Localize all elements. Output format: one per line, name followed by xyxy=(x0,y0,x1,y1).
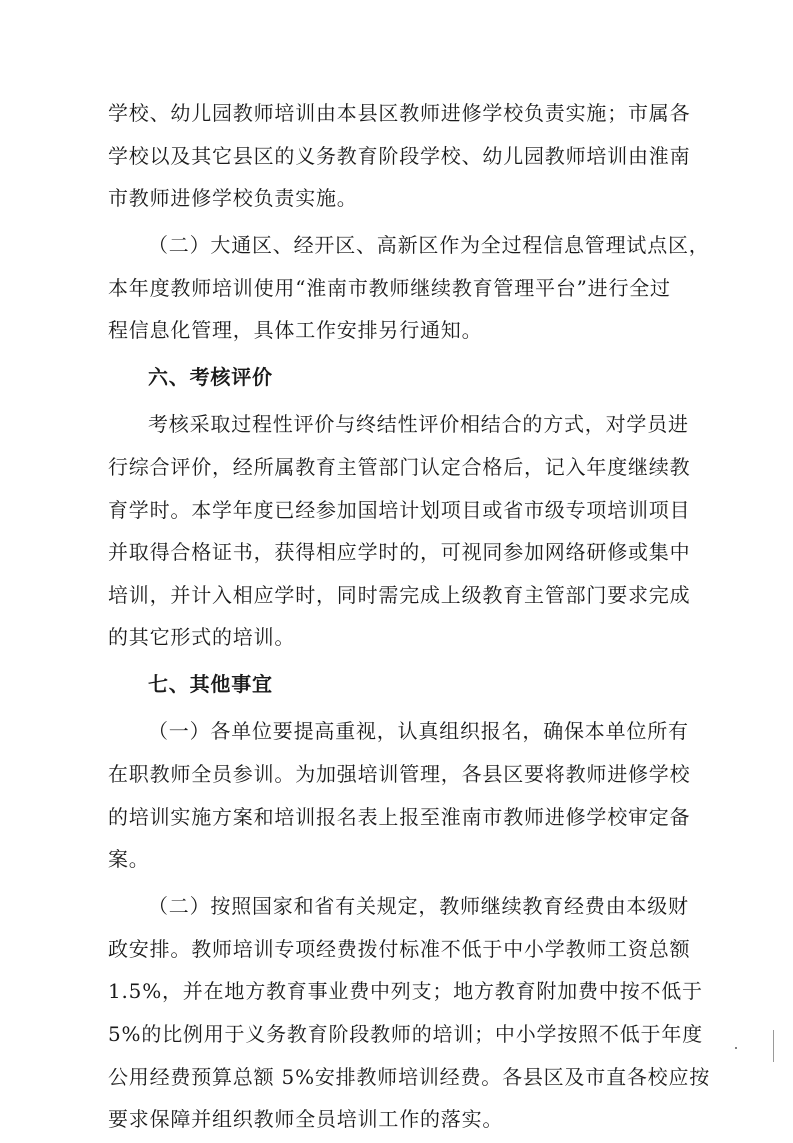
body-text-line: 1.5%，并在地方教育事业费中列支；地方教育附加费中按不低于 xyxy=(108,979,703,1004)
body-text-line: 的培训实施方案和培训报名表上报至淮南市教师进修学校审定备 xyxy=(108,804,691,829)
body-text-line: 案。 xyxy=(108,847,150,872)
body-text-line: 学校以及其它县区的义务教育阶段学校、幼儿园教师培训由淮南 xyxy=(108,143,691,168)
body-text-line: 5%的比例用于义务教育阶段教师的培训；中小学按照不低于年度 xyxy=(108,1021,703,1046)
body-text-line: 政安排。教师培训专项经费拨付标准不低于中小学教师工资总额 xyxy=(108,936,691,961)
scan-edge-mark xyxy=(773,1030,774,1062)
paragraph-start-line: （二）按照国家和省有关规定，教师继续教育经费由本级财 xyxy=(148,894,689,919)
body-text-line: 学校、幼儿园教师培训由本县区教师进修学校负责实施；市属各 xyxy=(108,101,691,125)
scan-speck xyxy=(735,1047,737,1049)
paragraph-start-line: （一）各单位要提高重视，认真组织报名，确保本单位所有 xyxy=(148,719,689,744)
body-text-line: 公用经费预算总额 5%安排教师培训经费。各县区及市直各校应按 xyxy=(108,1064,711,1089)
body-text-line: 市教师进修学校负责实施。 xyxy=(108,186,358,211)
body-text-line: 在职教师全员参训。为加强培训管理，各县区要将教师进修学校 xyxy=(108,761,691,786)
body-text-line: 并取得合格证书，获得相应学时的，可视同参加网络研修或集中 xyxy=(108,540,691,565)
section-heading-other-matters: 七、其他事宜 xyxy=(148,672,273,697)
paragraph-start-line: （二）大通区、经开区、高新区作为全过程信息管理试点区， xyxy=(148,233,710,258)
body-text-line: 育学时。本学年度已经参加国培计划项目或省市级专项培训项目 xyxy=(108,497,691,522)
body-text-line: 本年度教师培训使用“淮南市教师继续教育管理平台”进行全过 xyxy=(108,275,671,300)
section-heading-assessment: 六、考核评价 xyxy=(148,365,273,390)
body-text-line: 培训，并计入相应学时，同时需完成上级教育主管部门要求完成 xyxy=(108,582,691,607)
paragraph-start-line: 考核采取过程性评价与终结性评价相结合的方式，对学员进 xyxy=(148,412,689,437)
body-text-line: 行综合评价，经所属教育主管部门认定合格后，记入年度继续教 xyxy=(108,454,691,479)
body-text-line: 程信息化管理，具体工作安排另行通知。 xyxy=(108,318,483,343)
body-text-line: 要求保障并组织教师全员培训工作的落实。 xyxy=(108,1107,504,1132)
document-body xyxy=(108,94,711,1143)
body-text-line: 的其它形式的培训。 xyxy=(108,625,296,650)
